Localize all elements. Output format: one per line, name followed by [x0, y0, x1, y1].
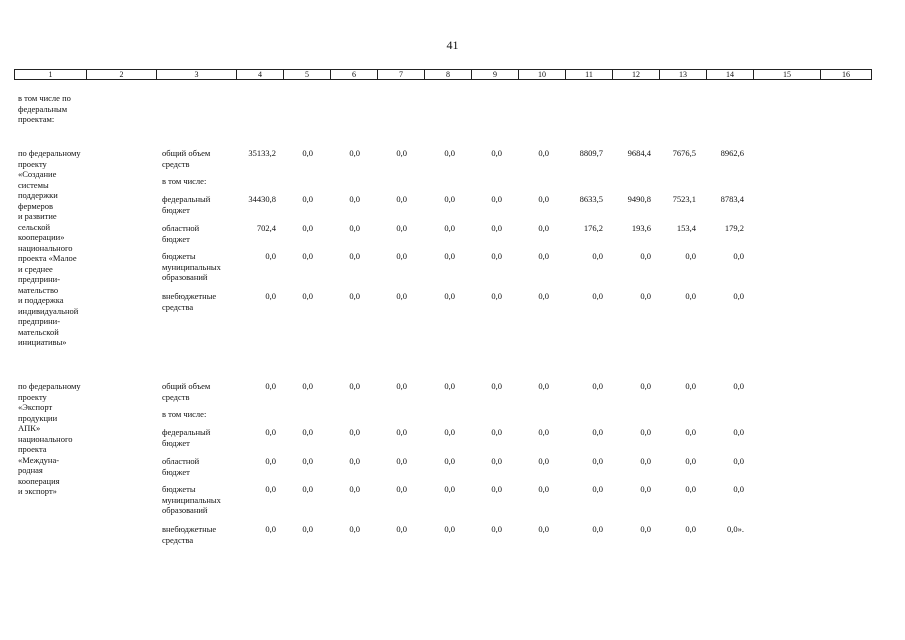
value-cell: 0,0 — [640, 524, 651, 534]
value-cell: 0,0 — [265, 524, 276, 534]
value-cell: 0,0 — [265, 291, 276, 301]
header-cell-7: 7 — [378, 70, 425, 79]
value-cell: 0,0 — [349, 484, 360, 494]
value-cell: 0,0 — [640, 251, 651, 261]
value-cell: 9684,4 — [627, 148, 651, 158]
value-cell: 0,0 — [302, 456, 313, 466]
row-label: федеральный бюджет — [162, 194, 211, 215]
project-name: по федеральному проекту «Создание системы поддержки фермеров и развитие сельской кооперации» национального проекта «Малое и среднее предприни- мательство и поддержка индивидуальной предприни- мательской инициативы» — [18, 148, 81, 347]
value-cell: 0,0 — [349, 251, 360, 261]
row-label: в том числе: — [162, 409, 207, 419]
value-cell: 0,0 — [685, 427, 696, 437]
header-cell-6: 6 — [331, 70, 378, 79]
value-cell: 0,0 — [302, 194, 313, 204]
value-cell: 0,0 — [592, 524, 603, 534]
value-cell: 179,2 — [724, 223, 744, 233]
value-cell: 0,0 — [444, 194, 455, 204]
value-cell: 0,0 — [538, 427, 549, 437]
value-cell: 0,0 — [491, 251, 502, 261]
value-cell: 0,0 — [444, 484, 455, 494]
header-cell-8: 8 — [425, 70, 472, 79]
value-cell: 0,0 — [538, 148, 549, 158]
header-cell-2: 2 — [87, 70, 157, 79]
value-cell: 0,0 — [733, 456, 744, 466]
value-cell: 0,0 — [444, 381, 455, 391]
value-cell: 0,0 — [685, 291, 696, 301]
value-cell: 0,0 — [592, 251, 603, 261]
value-cell: 0,0 — [592, 427, 603, 437]
value-cell: 0,0 — [538, 381, 549, 391]
value-cell: 0,0 — [640, 381, 651, 391]
value-cell: 0,0 — [396, 251, 407, 261]
header-cell-5: 5 — [284, 70, 331, 79]
value-cell: 0,0 — [349, 148, 360, 158]
row-label: областной бюджет — [162, 456, 200, 477]
value-cell: 0,0 — [733, 381, 744, 391]
value-cell: 0,0 — [444, 251, 455, 261]
value-cell: 0,0 — [538, 251, 549, 261]
value-cell: 153,4 — [676, 223, 696, 233]
header-cell-15: 15 — [754, 70, 821, 79]
value-cell: 0,0 — [265, 251, 276, 261]
value-cell: 0,0 — [444, 148, 455, 158]
value-cell: 0,0 — [349, 194, 360, 204]
value-cell: 0,0 — [592, 381, 603, 391]
value-cell: 0,0 — [733, 251, 744, 261]
value-cell: 8633,5 — [579, 194, 603, 204]
row-label: бюджеты муниципальных образований — [162, 484, 221, 515]
value-cell: 0,0 — [640, 291, 651, 301]
intro-label: в том числе по федеральным проектам: — [18, 93, 71, 124]
header-cell-12: 12 — [613, 70, 660, 79]
value-cell: 0,0 — [349, 381, 360, 391]
value-cell: 0,0 — [396, 223, 407, 233]
value-cell: 0,0 — [265, 456, 276, 466]
value-cell: 0,0 — [349, 524, 360, 534]
header-cell-9: 9 — [472, 70, 519, 79]
value-cell: 0,0 — [538, 524, 549, 534]
value-cell: 0,0 — [592, 456, 603, 466]
value-cell: 0,0 — [491, 223, 502, 233]
row-label: внебюджетные средства — [162, 524, 217, 545]
value-cell: 0,0 — [396, 484, 407, 494]
value-cell: 0,0 — [491, 484, 502, 494]
value-cell: 0,0 — [349, 291, 360, 301]
value-cell: 0,0 — [396, 381, 407, 391]
value-cell: 0,0 — [491, 381, 502, 391]
header-cell-4: 4 — [237, 70, 284, 79]
header-cell-14: 14 — [707, 70, 754, 79]
value-cell: 0,0 — [640, 456, 651, 466]
project-name: по федеральному проекту «Экспорт продукции АПК» национального проекта «Междуна- родная кооперация и экспорт» — [18, 381, 81, 496]
value-cell: 0,0 — [302, 427, 313, 437]
value-cell: 176,2 — [583, 223, 603, 233]
value-cell: 8809,7 — [579, 148, 603, 158]
value-cell: 9490,8 — [627, 194, 651, 204]
page-number: 41 — [446, 38, 459, 52]
value-cell: 0,0 — [685, 456, 696, 466]
row-label: федеральный бюджет — [162, 427, 211, 448]
value-cell: 0,0 — [538, 223, 549, 233]
value-cell: 0,0 — [302, 251, 313, 261]
value-cell: 8962,6 — [720, 148, 744, 158]
value-cell: 0,0 — [302, 524, 313, 534]
value-cell: 0,0 — [491, 291, 502, 301]
value-cell: 702,4 — [256, 223, 276, 233]
value-cell: 0,0 — [640, 427, 651, 437]
value-cell: 0,0 — [538, 456, 549, 466]
value-cell: 0,0 — [349, 456, 360, 466]
value-cell: 0,0 — [302, 381, 313, 391]
value-cell: 0,0 — [592, 291, 603, 301]
header-cell-13: 13 — [660, 70, 707, 79]
row-label: общий объем средств — [162, 381, 211, 402]
header-cell-10: 10 — [519, 70, 566, 79]
value-cell: 0,0 — [396, 194, 407, 204]
value-cell: 0,0 — [265, 427, 276, 437]
row-label: бюджеты муниципальных образований — [162, 251, 221, 282]
value-cell: 0,0 — [444, 223, 455, 233]
row-label: общий объем средств — [162, 148, 211, 169]
value-cell: 0,0 — [685, 251, 696, 261]
value-cell: 0,0 — [592, 484, 603, 494]
value-cell: 0,0 — [265, 484, 276, 494]
value-cell: 7523,1 — [672, 194, 696, 204]
value-cell: 0,0 — [302, 148, 313, 158]
value-cell: 193,6 — [631, 223, 651, 233]
row-label: областной бюджет — [162, 223, 200, 244]
value-cell: 0,0 — [733, 427, 744, 437]
value-cell: 0,0 — [396, 524, 407, 534]
value-cell: 35133,2 — [248, 148, 276, 158]
value-cell: 0,0 — [349, 223, 360, 233]
header-cell-16: 16 — [842, 70, 850, 79]
value-cell: 0,0 — [491, 194, 502, 204]
value-cell: 0,0 — [538, 484, 549, 494]
value-cell: 0,0 — [491, 524, 502, 534]
value-cell: 0,0 — [396, 148, 407, 158]
value-cell: 0,0 — [491, 456, 502, 466]
value-cell: 8783,4 — [720, 194, 744, 204]
header-cell-1: 1 — [15, 70, 87, 79]
value-cell: 0,0 — [538, 194, 549, 204]
row-label: внебюджетные средства — [162, 291, 217, 312]
value-cell: 0,0 — [491, 427, 502, 437]
value-cell: 0,0 — [685, 381, 696, 391]
value-cell: 0,0 — [444, 427, 455, 437]
table-header-row — [14, 69, 872, 80]
value-cell: 0,0 — [685, 484, 696, 494]
value-cell: 0,0 — [349, 427, 360, 437]
header-cell-3: 3 — [157, 70, 237, 79]
value-cell: 0,0 — [444, 456, 455, 466]
value-cell: 0,0 — [538, 291, 549, 301]
value-cell: 0,0 — [302, 223, 313, 233]
value-cell: 0,0 — [396, 291, 407, 301]
value-cell: 34430,8 — [248, 194, 276, 204]
value-cell: 0,0 — [302, 291, 313, 301]
value-cell: 0,0 — [640, 484, 651, 494]
value-cell: 0,0 — [265, 381, 276, 391]
value-cell: 0,0 — [444, 291, 455, 301]
value-cell: 0,0 — [302, 484, 313, 494]
row-label: в том числе: — [162, 176, 207, 186]
value-cell: 7676,5 — [672, 148, 696, 158]
value-cell: 0,0 — [733, 291, 744, 301]
value-cell: 0,0 — [444, 524, 455, 534]
value-cell: 0,0». — [727, 524, 744, 534]
header-cell-11: 11 — [566, 70, 613, 79]
value-cell: 0,0 — [491, 148, 502, 158]
value-cell: 0,0 — [396, 456, 407, 466]
value-cell: 0,0 — [685, 524, 696, 534]
value-cell: 0,0 — [733, 484, 744, 494]
value-cell: 0,0 — [396, 427, 407, 437]
